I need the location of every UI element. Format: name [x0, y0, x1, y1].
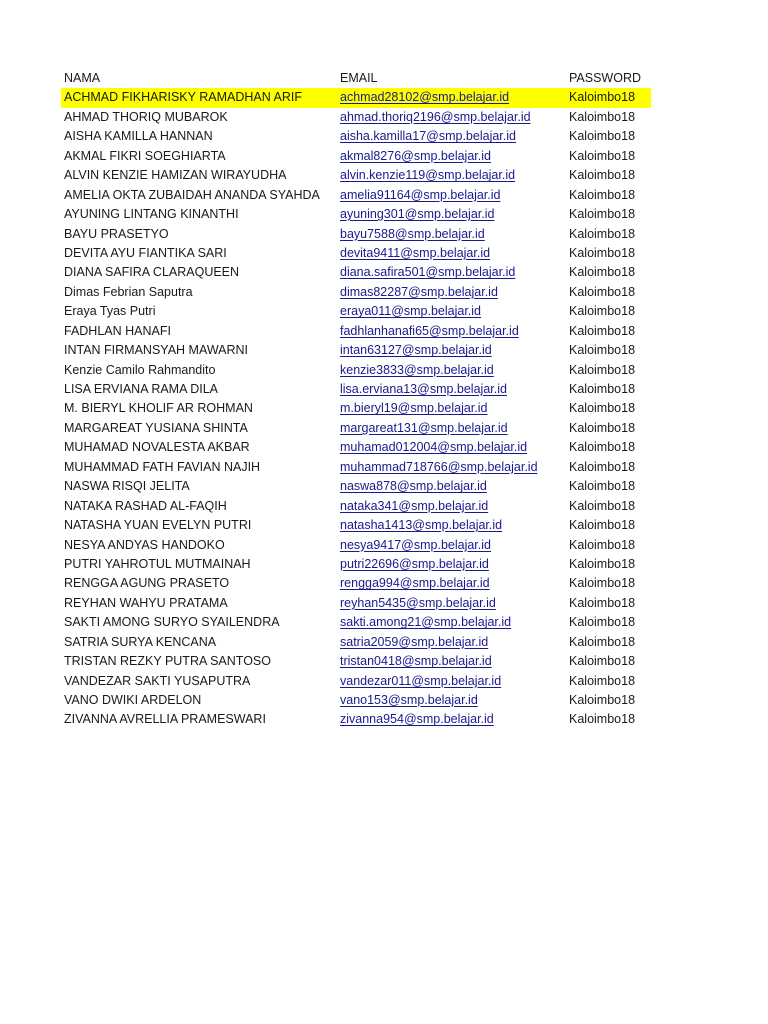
password-cell: Kaloimbo18	[569, 109, 636, 124]
email-cell	[340, 516, 502, 535]
email-link[interactable]: reyhan5435@smp.belajar.id	[340, 595, 496, 610]
email-link[interactable]: devita9411@smp.belajar.id	[340, 245, 491, 260]
student-name: M. BIERYL KHOLIF AR ROHMAN	[64, 401, 253, 416]
table-row	[61, 166, 651, 185]
password-cell: Kaloimbo18	[569, 673, 636, 688]
student-name: REYHAN WAHYU PRATAMA	[64, 595, 228, 610]
email-cell	[340, 633, 488, 652]
student-name: RENGGA AGUNG PRASETO	[64, 576, 230, 591]
email-link[interactable]: fadhlanhanafi65@smp.belajar.id	[340, 323, 519, 338]
email-cell	[340, 108, 531, 127]
table-row	[61, 380, 651, 399]
student-name: PUTRI YAHROTUL MUTMAINAH	[64, 556, 251, 571]
password-cell: Kaloimbo18	[569, 498, 636, 513]
email-link[interactable]: rengga994@smp.belajar.id	[340, 576, 490, 591]
password-cell: Kaloimbo18	[569, 595, 636, 610]
password-cell: Kaloimbo18	[569, 382, 636, 396]
password-cell: Kaloimbo18	[569, 654, 636, 669]
email-link[interactable]: satria2059@smp.belajar.id	[340, 634, 489, 649]
email-cell	[340, 574, 490, 593]
password-cell: Kaloimbo18	[569, 518, 636, 533]
student-name: NATAKA RASHAD AL-FAQIH	[64, 498, 227, 513]
email-cell	[340, 419, 508, 438]
email-cell	[340, 380, 507, 399]
password-cell: Kaloimbo18	[569, 459, 636, 474]
table-row	[61, 108, 651, 127]
table-row	[61, 341, 651, 360]
password-cell: Kaloimbo18	[569, 207, 636, 222]
password-cell: Kaloimbo18	[569, 537, 636, 552]
table-row	[61, 186, 651, 205]
student-name: Eraya Tyas Putri	[64, 304, 156, 319]
student-name: AMELIA OKTA ZUBAIDAH ANANDA SYAHDA	[64, 187, 320, 202]
email-cell	[340, 497, 488, 516]
email-link[interactable]: aisha.kamilla17@smp.belajar.id	[340, 129, 516, 144]
table-row	[61, 127, 651, 146]
password-cell: Kaloimbo18	[569, 148, 636, 163]
email-cell	[340, 672, 501, 691]
table-row	[61, 263, 651, 282]
student-name: AYUNING LINTANG KINANTHI	[64, 207, 239, 222]
table-row	[61, 438, 651, 457]
email-cell	[340, 613, 511, 632]
table-row	[61, 147, 651, 166]
table-row	[61, 594, 651, 613]
student-name: NATASHA YUAN EVELYN PUTRI	[64, 518, 252, 533]
email-link[interactable]: margareat131@smp.belajar.id	[340, 420, 508, 435]
email-link[interactable]: lisa.erviana13@smp.belajar.id	[340, 382, 507, 396]
password-cell: Kaloimbo18	[569, 323, 636, 338]
column-header-email: EMAIL	[340, 71, 378, 85]
password-cell: Kaloimbo18	[569, 401, 636, 416]
email-cell	[340, 438, 527, 457]
student-name: DEVITA AYU FIANTIKA SARI	[64, 245, 227, 260]
password-cell: Kaloimbo18	[569, 712, 636, 727]
table-row	[61, 419, 651, 438]
email-cell	[340, 283, 498, 302]
email-link[interactable]: bayu7588@smp.belajar.id	[340, 226, 485, 241]
table-header-row	[61, 69, 651, 88]
password-cell: Kaloimbo18	[569, 479, 636, 494]
email-link[interactable]: ayuning301@smp.belajar.id	[340, 207, 495, 222]
table-row	[61, 322, 651, 341]
email-link[interactable]: diana.safira501@smp.belajar.id	[340, 265, 516, 280]
password-cell: Kaloimbo18	[569, 615, 636, 630]
student-name: MARGAREAT YUSIANA SHINTA	[64, 420, 248, 435]
password-cell: Kaloimbo18	[569, 226, 636, 241]
email-link[interactable]: sakti.among21@smp.belajar.id	[340, 615, 512, 630]
table-row	[61, 710, 651, 729]
email-link[interactable]: vandezar011@smp.belajar.id	[340, 673, 502, 688]
table-row	[61, 672, 651, 691]
email-cell	[340, 652, 492, 671]
student-name: ZIVANNA AVRELLIA PRAMESWARI	[64, 712, 266, 727]
password-cell: Kaloimbo18	[569, 129, 636, 144]
email-cell	[340, 691, 478, 710]
password-cell: Kaloimbo18	[569, 90, 636, 105]
student-name: ALVIN KENZIE HAMIZAN WIRAYUDHA	[64, 168, 287, 183]
table-row	[61, 633, 651, 652]
account-table	[61, 69, 651, 730]
table-row	[61, 361, 651, 380]
student-name: AHMAD THORIQ MUBAROK	[64, 109, 228, 124]
password-cell: Kaloimbo18	[569, 304, 636, 319]
email-link[interactable]: tristan0418@smp.belajar.id	[340, 654, 492, 669]
student-name: AISHA KAMILLA HANNAN	[64, 129, 213, 144]
student-name: FADHLAN HANAFI	[64, 323, 171, 338]
table-row	[61, 302, 651, 321]
email-link[interactable]: naswa878@smp.belajar.id	[340, 479, 487, 494]
email-cell	[340, 166, 515, 185]
table-row	[61, 652, 651, 671]
email-link[interactable]: achmad28102@smp.belajar.id	[340, 90, 510, 105]
password-cell: Kaloimbo18	[569, 168, 636, 183]
email-cell	[340, 127, 516, 146]
table-row	[61, 555, 651, 574]
password-cell: Kaloimbo18	[569, 576, 636, 591]
email-cell	[340, 263, 515, 282]
email-link[interactable]: amelia91164@smp.belajar.id	[340, 187, 501, 202]
student-name: VANO DWIKI ARDELON	[64, 693, 202, 707]
email-cell	[340, 322, 519, 341]
student-name: Kenzie Camilo Rahmandito	[64, 362, 216, 377]
email-cell	[340, 710, 494, 729]
table-row	[61, 574, 651, 593]
student-name: TRISTAN REZKY PUTRA SANTOSO	[64, 654, 271, 669]
student-name: SATRIA SURYA KENCANA	[64, 634, 217, 649]
email-cell	[340, 302, 481, 321]
email-cell	[340, 477, 487, 496]
email-cell	[340, 536, 491, 555]
password-cell: Kaloimbo18	[569, 343, 636, 358]
student-name: LISA ERVIANA RAMA DILA	[64, 382, 219, 396]
student-name: INTAN FIRMANSYAH MAWARNI	[64, 343, 249, 358]
email-link[interactable]: ahmad.thoriq2196@smp.belajar.id	[340, 109, 531, 124]
password-cell: Kaloimbo18	[569, 556, 636, 571]
email-cell	[340, 594, 496, 613]
email-cell	[340, 88, 509, 107]
password-cell: Kaloimbo18	[569, 362, 636, 377]
email-cell	[340, 341, 492, 360]
email-cell	[340, 205, 494, 224]
password-cell: Kaloimbo18	[569, 245, 636, 260]
student-name: NASWA RISQI JELITA	[64, 479, 190, 494]
table-row	[61, 516, 651, 535]
student-name: DIANA SAFIRA CLARAQUEEN	[64, 265, 240, 280]
password-cell: Kaloimbo18	[569, 265, 636, 280]
password-cell: Kaloimbo18	[569, 440, 636, 455]
table-row	[61, 205, 651, 224]
student-name: NESYA ANDYAS HANDOKO	[64, 537, 225, 552]
password-cell: Kaloimbo18	[569, 420, 636, 435]
student-name: ACHMAD FIKHARISKY RAMADHAN ARIF	[64, 90, 303, 105]
password-cell: Kaloimbo18	[569, 187, 636, 202]
table-row	[61, 497, 651, 516]
password-cell: Kaloimbo18	[569, 284, 636, 299]
table-row	[61, 244, 651, 263]
table-row	[61, 458, 651, 477]
student-name: AKMAL FIKRI SOEGHIARTA	[64, 148, 226, 163]
email-link[interactable]: akmal8276@smp.belajar.id	[340, 148, 491, 163]
email-link[interactable]: dimas82287@smp.belajar.id	[340, 284, 498, 299]
table-row	[61, 283, 651, 302]
table-row	[61, 613, 651, 632]
student-name: MUHAMMAD FATH FAVIAN NAJIH	[64, 459, 261, 474]
table-row	[61, 536, 651, 555]
email-cell	[340, 399, 487, 418]
email-link[interactable]: zivanna954@smp.belajar.id	[340, 712, 494, 727]
table-body	[61, 88, 651, 729]
email-link[interactable]: kenzie3833@smp.belajar.id	[340, 362, 494, 377]
table-row	[61, 399, 651, 418]
email-cell	[340, 361, 494, 380]
student-name: Dimas Febrian Saputra	[64, 284, 193, 299]
table-row	[61, 477, 651, 496]
email-link[interactable]: m.bieryl19@smp.belajar.id	[340, 401, 488, 416]
email-link[interactable]: vano153@smp.belajar.id	[340, 693, 478, 707]
email-cell	[340, 147, 491, 166]
email-link[interactable]: muhamad012004@smp.belajar.id	[340, 440, 528, 455]
email-link[interactable]: intan63127@smp.belajar.id	[340, 343, 492, 358]
email-cell	[340, 458, 538, 477]
password-cell: Kaloimbo18	[569, 693, 636, 707]
email-cell	[340, 186, 500, 205]
table-row-highlighted	[61, 88, 651, 107]
column-header-name: NAMA	[64, 71, 101, 85]
student-name: VANDEZAR SAKTI YUSAPUTRA	[64, 673, 251, 688]
email-cell	[340, 555, 489, 574]
email-cell	[340, 225, 485, 244]
password-cell: Kaloimbo18	[569, 634, 636, 649]
email-link[interactable]: alvin.kenzie119@smp.belajar.id	[340, 168, 516, 183]
student-name: SAKTI AMONG SURYO SYAILENDRA	[64, 615, 280, 630]
table-row	[61, 225, 651, 244]
table-row	[61, 691, 651, 710]
email-link[interactable]: nesya9417@smp.belajar.id	[340, 537, 491, 552]
email-cell	[340, 244, 490, 263]
student-name: BAYU PRASETYO	[64, 226, 169, 241]
student-name: MUHAMAD NOVALESTA AKBAR	[64, 440, 250, 455]
email-link[interactable]: eraya011@smp.belajar.id	[340, 304, 482, 319]
column-header-password: PASSWORD	[569, 71, 641, 85]
email-link[interactable]: muhammad718766@smp.belajar.id	[340, 459, 538, 474]
email-link[interactable]: natasha1413@smp.belajar.id	[340, 518, 503, 533]
email-link[interactable]: putri22696@smp.belajar.id	[340, 556, 489, 571]
email-link[interactable]: nataka341@smp.belajar.id	[340, 498, 489, 513]
